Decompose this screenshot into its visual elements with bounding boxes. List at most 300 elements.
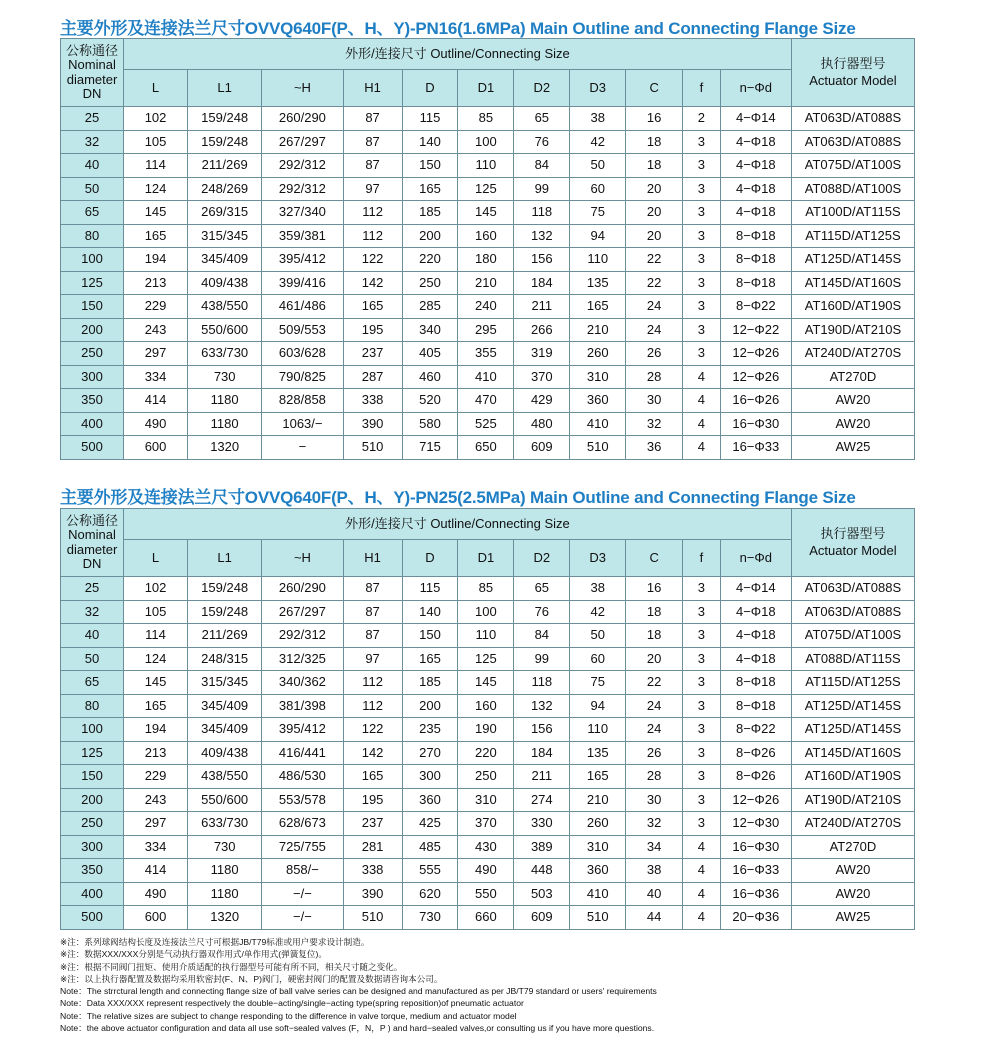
table-cell: 211/269 xyxy=(188,624,262,648)
dn-cell: 100 xyxy=(61,718,124,742)
dn-cell: 40 xyxy=(61,154,124,178)
table-cell: 220 xyxy=(402,248,458,272)
table-cell: 260 xyxy=(570,342,626,366)
table-cell: 135 xyxy=(570,741,626,765)
column-header: L1 xyxy=(188,540,262,577)
table-cell: 99 xyxy=(514,177,570,201)
actuator-cell: AT075D/AT100S xyxy=(791,154,914,178)
table-cell: 85 xyxy=(458,577,514,601)
table-cell: 260/290 xyxy=(262,107,343,131)
table-row xyxy=(61,365,915,389)
table-cell: 87 xyxy=(343,624,402,648)
table-cell: 395/412 xyxy=(262,718,343,742)
table-row xyxy=(61,600,915,624)
column-header: D2 xyxy=(514,70,570,107)
table-row xyxy=(61,859,915,883)
table-cell: 100 xyxy=(458,600,514,624)
table-cell: 102 xyxy=(124,577,188,601)
table-cell: 30 xyxy=(626,389,683,413)
table-cell: 165 xyxy=(402,177,458,201)
table-cell: 4 xyxy=(683,882,721,906)
actuator-cell: AT270D xyxy=(791,365,914,389)
table-cell: 250 xyxy=(458,765,514,789)
table-cell: 510 xyxy=(343,436,402,460)
table-cell: 600 xyxy=(124,436,188,460)
table-cell: 12−Φ26 xyxy=(720,788,791,812)
table-cell: 150 xyxy=(402,154,458,178)
dn-cell: 50 xyxy=(61,647,124,671)
table-cell: 165 xyxy=(343,295,402,319)
column-header: ~H xyxy=(262,540,343,577)
outline-size-header: 外形/连接尺寸 Outline/Connecting Size xyxy=(124,509,792,540)
table-cell: 730 xyxy=(188,835,262,859)
table-cell: 327/340 xyxy=(262,201,343,225)
table-cell: 8−Φ26 xyxy=(720,741,791,765)
table-cell: 858/− xyxy=(262,859,343,883)
table-cell: 370 xyxy=(514,365,570,389)
table-cell: 3 xyxy=(683,624,721,648)
dn-cell: 300 xyxy=(61,365,124,389)
table-cell: 142 xyxy=(343,271,402,295)
table-cell: 42 xyxy=(570,130,626,154)
dn-header-line: Nominal xyxy=(68,57,116,73)
table-cell: 165 xyxy=(570,295,626,319)
table-cell: 75 xyxy=(570,671,626,695)
table-cell: 114 xyxy=(124,624,188,648)
dn-cell: 400 xyxy=(61,882,124,906)
dn-cell: 150 xyxy=(61,765,124,789)
note-line: ※注：以上执行器配置及数据均采用软密封(F、N、P)阀门，硬密封阀门的配置及数据请咨询本公司。 xyxy=(60,973,443,984)
table-cell: 112 xyxy=(343,694,402,718)
table-cell: 118 xyxy=(514,201,570,225)
table-cell: 490 xyxy=(124,882,188,906)
table-cell: 124 xyxy=(124,177,188,201)
actuator-cell: AT125D/AT145S xyxy=(791,248,914,272)
actuator-cell: AW20 xyxy=(791,859,914,883)
table-cell: 297 xyxy=(124,342,188,366)
actuator-cell: AW25 xyxy=(791,436,914,460)
table-cell: 87 xyxy=(343,130,402,154)
table-cell: 292/312 xyxy=(262,177,343,201)
dn-cell: 400 xyxy=(61,412,124,436)
dn-cell: 32 xyxy=(61,600,124,624)
actuator-cell: AT063D/AT088S xyxy=(791,577,914,601)
column-header: L1 xyxy=(188,70,262,107)
actuator-cell: AT270D xyxy=(791,835,914,859)
table-cell: 160 xyxy=(458,694,514,718)
table-cell: 269/315 xyxy=(188,201,262,225)
table-cell: 4−Φ18 xyxy=(720,201,791,225)
table-cell: 30 xyxy=(626,788,683,812)
dn-cell: 80 xyxy=(61,224,124,248)
actuator-cell: AT100D/AT115S xyxy=(791,201,914,225)
table-row xyxy=(61,835,915,859)
table-cell: 145 xyxy=(124,201,188,225)
table-cell: 87 xyxy=(343,107,402,131)
column-header: C xyxy=(626,70,683,107)
table-cell: 20 xyxy=(626,201,683,225)
table-cell: 395/412 xyxy=(262,248,343,272)
note-line: Note：Data XXX/XXX represent respectively the double−acting/single−acting type(spring reposition)of pneumatic actuator xyxy=(60,998,524,1009)
table-cell: 20 xyxy=(626,647,683,671)
note-line: Note：The strrctural length and connecting flange size of ball valve series can be designed and manufactured as per JB/T79 standard or users' requirements xyxy=(60,986,657,997)
table-cell: 4 xyxy=(683,906,721,930)
column-header: H1 xyxy=(343,540,402,577)
table-cell: 490 xyxy=(124,412,188,436)
table-row xyxy=(61,765,915,789)
table-cell: 20 xyxy=(626,224,683,248)
table-cell: 32 xyxy=(626,412,683,436)
table-cell: 503 xyxy=(514,882,570,906)
notes-block xyxy=(60,936,960,1034)
table-cell: 184 xyxy=(514,271,570,295)
table-cell: 18 xyxy=(626,600,683,624)
dn-cell: 500 xyxy=(61,906,124,930)
column-header: D1 xyxy=(458,70,514,107)
table-cell: 267/297 xyxy=(262,600,343,624)
column-header: D1 xyxy=(458,540,514,577)
column-header: L xyxy=(124,70,188,107)
table-cell: 12−Φ26 xyxy=(720,342,791,366)
table-cell: 295 xyxy=(458,318,514,342)
table-cell: 22 xyxy=(626,671,683,695)
dn-header xyxy=(61,509,124,577)
table-cell: 460 xyxy=(402,365,458,389)
table-cell: 3 xyxy=(683,765,721,789)
note-line: Note：The relative sizes are subject to change responding to the difference in valve torque, medium and actuator model xyxy=(60,1010,517,1021)
table-cell: 8−Φ26 xyxy=(720,765,791,789)
table-cell: 248/269 xyxy=(188,177,262,201)
table-row xyxy=(61,906,915,930)
actuator-header-line: 执行器型号 xyxy=(820,56,886,72)
table-cell: 315/345 xyxy=(188,224,262,248)
table-cell: 633/730 xyxy=(188,342,262,366)
table-cell: 8−Φ18 xyxy=(720,248,791,272)
table-cell: 334 xyxy=(124,835,188,859)
table-cell: 315/345 xyxy=(188,671,262,695)
table-cell: 200 xyxy=(402,224,458,248)
flange-size-table-pn16 xyxy=(60,38,915,460)
column-header: f xyxy=(683,70,721,107)
table-cell: 76 xyxy=(514,600,570,624)
table-cell: 194 xyxy=(124,248,188,272)
dn-cell: 100 xyxy=(61,248,124,272)
dn-cell: 80 xyxy=(61,694,124,718)
table-cell: 50 xyxy=(570,624,626,648)
column-header: D3 xyxy=(570,540,626,577)
table-cell: 600 xyxy=(124,906,188,930)
table-cell: 338 xyxy=(343,389,402,413)
table-cell: 248/315 xyxy=(188,647,262,671)
table-cell: 105 xyxy=(124,130,188,154)
table-cell: 16 xyxy=(626,107,683,131)
table-cell: 36 xyxy=(626,436,683,460)
table-cell: 97 xyxy=(343,177,402,201)
column-header: D3 xyxy=(570,70,626,107)
table-row xyxy=(61,671,915,695)
table-cell: 16−Φ30 xyxy=(720,412,791,436)
table-cell: 12−Φ30 xyxy=(720,812,791,836)
table-cell: 429 xyxy=(514,389,570,413)
table-cell: 1180 xyxy=(188,412,262,436)
table-cell: 609 xyxy=(514,436,570,460)
actuator-cell: AT088D/AT115S xyxy=(791,647,914,671)
table-cell: 112 xyxy=(343,671,402,695)
table-cell: 84 xyxy=(514,624,570,648)
table-row xyxy=(61,412,915,436)
table-cell: 490 xyxy=(458,859,514,883)
table-cell: 50 xyxy=(570,154,626,178)
table-cell: 3 xyxy=(683,201,721,225)
table-cell: 628/673 xyxy=(262,812,343,836)
table-cell: 730 xyxy=(188,365,262,389)
actuator-cell: AW20 xyxy=(791,389,914,413)
table-cell: 509/553 xyxy=(262,318,343,342)
table-cell: 140 xyxy=(402,130,458,154)
actuator-cell: AT125D/AT145S xyxy=(791,718,914,742)
table-row xyxy=(61,342,915,366)
table-cell: 18 xyxy=(626,130,683,154)
table-cell: 211 xyxy=(514,765,570,789)
table-cell: 60 xyxy=(570,647,626,671)
table-cell: 210 xyxy=(570,788,626,812)
table-cell: 145 xyxy=(458,671,514,695)
table-cell: 510 xyxy=(343,906,402,930)
actuator-cell: AT160D/AT190S xyxy=(791,765,914,789)
table-cell: 99 xyxy=(514,647,570,671)
table-cell: 3 xyxy=(683,318,721,342)
table-cell: 260 xyxy=(570,812,626,836)
table-row xyxy=(61,436,915,460)
column-header: H1 xyxy=(343,70,402,107)
table-cell: 3 xyxy=(683,271,721,295)
table-row xyxy=(61,107,915,131)
table-cell: 24 xyxy=(626,718,683,742)
table-cell: 243 xyxy=(124,788,188,812)
table-cell: 112 xyxy=(343,224,402,248)
dn-cell: 350 xyxy=(61,859,124,883)
table-cell: 410 xyxy=(570,412,626,436)
table-cell: 3 xyxy=(683,342,721,366)
table-cell: 20−Φ36 xyxy=(720,906,791,930)
table-cell: 8−Φ18 xyxy=(720,271,791,295)
table-cell: 345/409 xyxy=(188,248,262,272)
table-cell: 603/628 xyxy=(262,342,343,366)
actuator-header-line: 执行器型号 xyxy=(820,526,886,542)
table-cell: 110 xyxy=(458,624,514,648)
table-cell: 18 xyxy=(626,154,683,178)
table-cell: 125 xyxy=(458,647,514,671)
dn-cell: 150 xyxy=(61,295,124,319)
outline-size-header: 外形/连接尺寸 Outline/Connecting Size xyxy=(124,39,792,70)
table-cell: 140 xyxy=(402,600,458,624)
table-cell: 4 xyxy=(683,365,721,389)
table-row xyxy=(61,788,915,812)
table-cell: 4−Φ18 xyxy=(720,177,791,201)
table-cell: 330 xyxy=(514,812,570,836)
table-cell: 22 xyxy=(626,248,683,272)
table-row xyxy=(61,741,915,765)
table-cell: 16−Φ26 xyxy=(720,389,791,413)
table-row xyxy=(61,154,915,178)
table-cell: 229 xyxy=(124,295,188,319)
table-cell: 438/550 xyxy=(188,765,262,789)
table-cell: 414 xyxy=(124,859,188,883)
dn-header-line: diameter xyxy=(66,71,118,87)
actuator-header xyxy=(791,39,914,107)
table-cell: 3 xyxy=(683,741,721,765)
table-cell: 38 xyxy=(570,577,626,601)
table-cell: 150 xyxy=(402,624,458,648)
table-cell: 112 xyxy=(343,201,402,225)
table-cell: 42 xyxy=(570,600,626,624)
table-cell: 122 xyxy=(343,718,402,742)
table-cell: 3 xyxy=(683,577,721,601)
table-cell: 110 xyxy=(570,248,626,272)
dn-header-line: 公称通径 xyxy=(66,512,119,528)
table-cell: 94 xyxy=(570,224,626,248)
table-cell: 480 xyxy=(514,412,570,436)
note-line: ※注：根据不同阀门扭矩、使用介质适配的执行器型号可能有所不同，相关尺寸随之变化。 xyxy=(60,961,403,972)
table-cell: 16−Φ30 xyxy=(720,835,791,859)
table-cell: 389 xyxy=(514,835,570,859)
table-cell: 270 xyxy=(402,741,458,765)
actuator-cell: AT190D/AT210S xyxy=(791,788,914,812)
table-cell: 1180 xyxy=(188,882,262,906)
actuator-cell: AT115D/AT125S xyxy=(791,224,914,248)
table-cell: 1063/− xyxy=(262,412,343,436)
note-line: ※注：系列球阀结构长度及连接法兰尺寸可根据JB/T79标准或用户要求设计制造。 xyxy=(60,937,370,947)
table-cell: 38 xyxy=(626,859,683,883)
table-cell: 65 xyxy=(514,107,570,131)
table-row xyxy=(61,882,915,906)
table-cell: 3 xyxy=(683,788,721,812)
table-cell: 60 xyxy=(570,177,626,201)
table-cell: 310 xyxy=(570,835,626,859)
table-cell: 3 xyxy=(683,647,721,671)
table-cell: 1180 xyxy=(188,859,262,883)
actuator-cell: AT145D/AT160S xyxy=(791,741,914,765)
table-cell: 142 xyxy=(343,741,402,765)
dn-cell: 65 xyxy=(61,671,124,695)
table-cell: 65 xyxy=(514,577,570,601)
column-header: D xyxy=(402,540,458,577)
table-cell: 399/416 xyxy=(262,271,343,295)
column-header: C xyxy=(626,540,683,577)
table-cell: 210 xyxy=(458,271,514,295)
table-cell: 355 xyxy=(458,342,514,366)
column-header: n−Φd xyxy=(720,70,791,107)
table-cell: 156 xyxy=(514,718,570,742)
table-cell: 195 xyxy=(343,788,402,812)
table-row xyxy=(61,389,915,413)
table-cell: 159/248 xyxy=(188,107,262,131)
table-cell: 211/269 xyxy=(188,154,262,178)
table-cell: 4−Φ18 xyxy=(720,624,791,648)
table-cell: 118 xyxy=(514,671,570,695)
table-row xyxy=(61,295,915,319)
dn-cell: 250 xyxy=(61,812,124,836)
table-cell: 4−Φ18 xyxy=(720,600,791,624)
table-cell: 115 xyxy=(402,577,458,601)
table-cell: 8−Φ22 xyxy=(720,295,791,319)
table-cell: 4−Φ18 xyxy=(720,154,791,178)
table-cell: 124 xyxy=(124,647,188,671)
table-row xyxy=(61,224,915,248)
table-cell: 34 xyxy=(626,835,683,859)
table-cell: 159/248 xyxy=(188,577,262,601)
actuator-cell: AT115D/AT125S xyxy=(791,671,914,695)
table-cell: 44 xyxy=(626,906,683,930)
dn-cell: 65 xyxy=(61,201,124,225)
actuator-cell: AW20 xyxy=(791,882,914,906)
table-cell: 24 xyxy=(626,318,683,342)
table-cell: 414 xyxy=(124,389,188,413)
table-cell: 165 xyxy=(402,647,458,671)
table-cell: 470 xyxy=(458,389,514,413)
table-cell: 190 xyxy=(458,718,514,742)
table-row xyxy=(61,812,915,836)
table-cell: 409/438 xyxy=(188,271,262,295)
table-cell: 76 xyxy=(514,130,570,154)
table-cell: 300 xyxy=(402,765,458,789)
table-cell: 26 xyxy=(626,741,683,765)
table-cell: 110 xyxy=(570,718,626,742)
table-cell: 84 xyxy=(514,154,570,178)
column-header: D xyxy=(402,70,458,107)
table-cell: 359/381 xyxy=(262,224,343,248)
table-cell: 165 xyxy=(343,765,402,789)
table-cell: 438/550 xyxy=(188,295,262,319)
actuator-cell: AT145D/AT160S xyxy=(791,271,914,295)
table-cell: 156 xyxy=(514,248,570,272)
table-cell: 3 xyxy=(683,130,721,154)
dn-cell: 40 xyxy=(61,624,124,648)
table-cell: 715 xyxy=(402,436,458,460)
table-cell: 38 xyxy=(570,107,626,131)
actuator-cell: AT160D/AT190S xyxy=(791,295,914,319)
actuator-cell: AT240D/AT270S xyxy=(791,342,914,366)
actuator-cell: AT063D/AT088S xyxy=(791,600,914,624)
table-cell: 345/409 xyxy=(188,718,262,742)
table-cell: 292/312 xyxy=(262,624,343,648)
table-cell: 102 xyxy=(124,107,188,131)
table-cell: 195 xyxy=(343,318,402,342)
table-cell: 4 xyxy=(683,389,721,413)
table-cell: 105 xyxy=(124,600,188,624)
table-cell: 3 xyxy=(683,224,721,248)
table-cell: 660 xyxy=(458,906,514,930)
table-cell: 338 xyxy=(343,859,402,883)
column-header: ~H xyxy=(262,70,343,107)
flange-size-table-pn25 xyxy=(60,508,915,930)
table-cell: 730 xyxy=(402,906,458,930)
table-cell: 32 xyxy=(626,812,683,836)
dn-header xyxy=(61,39,124,107)
table-row xyxy=(61,130,915,154)
table-cell: 211 xyxy=(514,295,570,319)
dn-cell: 25 xyxy=(61,107,124,131)
column-header: f xyxy=(683,540,721,577)
table-cell: 220 xyxy=(458,741,514,765)
table-cell: − xyxy=(262,436,343,460)
table-cell: 620 xyxy=(402,882,458,906)
column-header: D2 xyxy=(514,540,570,577)
table-cell: 85 xyxy=(458,107,514,131)
dn-cell: 200 xyxy=(61,318,124,342)
actuator-cell: AT063D/AT088S xyxy=(791,107,914,131)
table-cell: 122 xyxy=(343,248,402,272)
